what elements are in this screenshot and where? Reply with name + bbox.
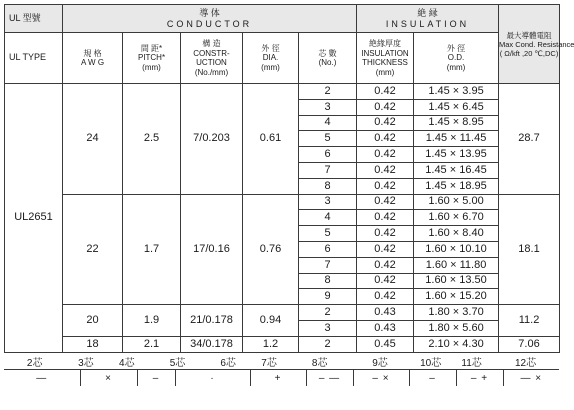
- dia-cell: 0.61: [243, 84, 299, 195]
- cores-cell: 4: [299, 115, 357, 131]
- od-cell: 1.60 × 5.00: [414, 194, 499, 210]
- insulation-thickness-cell: 0.42: [357, 99, 414, 115]
- od-cell: 1.80 × 5.60: [414, 320, 499, 336]
- dia-cell: 0.94: [243, 305, 299, 337]
- insulation-thickness-cell: 0.42: [357, 178, 414, 194]
- legend-core-label: 12芯: [492, 353, 559, 370]
- legend-core-label: 3芯: [65, 353, 106, 370]
- resistance-cell: 18.1: [499, 194, 560, 305]
- insulation-thickness-cell: 0.42: [357, 289, 414, 305]
- pitch-cell: 1.9: [123, 305, 181, 337]
- cores-cell: 4: [299, 210, 357, 226]
- cores-cell: 8: [299, 178, 357, 194]
- cores-cell: 9: [299, 289, 357, 305]
- insulation-thickness-cell: 0.42: [357, 162, 414, 178]
- legend-line-symbol: – —: [306, 370, 353, 386]
- cores-cell: 6: [299, 147, 357, 163]
- insulation-thickness-cell: 0.42: [357, 210, 414, 226]
- insulation-thickness-header-en1: INSULATION: [361, 48, 409, 58]
- legend-line-symbol: ×: [80, 370, 137, 386]
- legend-core-label: 5芯: [147, 353, 207, 370]
- legend-line-symbol: – +: [456, 370, 503, 386]
- od-cell: 1.45 × 16.45: [414, 162, 499, 178]
- cores-cell: 7: [299, 257, 357, 273]
- cores-cell: 3: [299, 320, 357, 336]
- ul-type-zh-header: UL 型號: [5, 5, 63, 33]
- legend-core-label: 8芯: [290, 353, 350, 370]
- dia-header-unit: (mm): [261, 62, 280, 72]
- legend-symbols-table: [4, 370, 559, 386]
- od-header-en: O.D.: [447, 53, 465, 63]
- od-cell: 1.60 × 10.10: [414, 241, 499, 257]
- pitch-header: [123, 33, 181, 84]
- construction-header: [181, 33, 243, 84]
- construction-header-en2: UCTION: [196, 58, 227, 67]
- construction-header-unit: (No./mm): [194, 67, 229, 77]
- resistance-cell: 28.7: [499, 84, 560, 195]
- size-header-en: A W G: [80, 58, 105, 67]
- size-header: [63, 33, 123, 84]
- insulation-thickness-cell: 0.42: [357, 147, 414, 163]
- awg-cell: 18: [63, 336, 123, 352]
- od-cell: 1.45 × 3.95: [414, 84, 499, 100]
- table-row: [5, 336, 560, 352]
- legend-line-symbol: — ×: [503, 370, 559, 386]
- pitch-cell: 2.1: [123, 336, 181, 352]
- table-row: [5, 84, 560, 100]
- pitch-cell: 2.5: [123, 84, 181, 195]
- od-cell: 1.45 × 8.95: [414, 115, 499, 131]
- construction-cell: 34/0.178: [181, 336, 243, 352]
- insulation-thickness-cell: 0.42: [357, 241, 414, 257]
- cores-cell: 5: [299, 131, 357, 147]
- od-cell: 1.60 × 6.70: [414, 210, 499, 226]
- construction-cell: 17/0.16: [181, 194, 243, 305]
- insulation-header-en: INSULATION: [385, 18, 470, 29]
- od-cell: 1.45 × 18.95: [414, 178, 499, 194]
- legend-line-symbol: —: [36, 372, 48, 384]
- od-cell: 2.10 × 4.30: [414, 336, 499, 352]
- max-resistance-header-zh: 最大導體電阻: [506, 30, 552, 40]
- ul-type-cell: UL2651: [5, 84, 63, 353]
- legend-core-label: 4芯: [106, 353, 147, 370]
- cores-cell: 7: [299, 162, 357, 178]
- legend-core-label: 2芯: [4, 353, 65, 370]
- insulation-thickness-cell: 0.42: [357, 84, 414, 100]
- resistance-cell: 11.2: [499, 305, 560, 337]
- od-cell: 1.60 × 8.40: [414, 226, 499, 242]
- od-header: [414, 33, 499, 84]
- insulation-thickness-cell: 0.42: [357, 257, 414, 273]
- insulation-thickness-cell: 0.42: [357, 115, 414, 131]
- cores-header-zh: 芯 數: [318, 48, 337, 58]
- legend-line-symbol: +: [250, 370, 306, 386]
- insulation-thickness-header: [357, 33, 414, 84]
- cores-cell: 3: [299, 99, 357, 115]
- pitch-cell: 1.7: [123, 194, 181, 305]
- legend-line-symbol: –: [137, 370, 175, 386]
- construction-cell: 21/0.178: [181, 305, 243, 337]
- insulation-thickness-header-zh: 絶緣厚度: [369, 39, 402, 48]
- insulation-thickness-cell: 0.45: [357, 336, 414, 352]
- awg-cell: 22: [63, 194, 123, 305]
- cores-cell: 2: [299, 305, 357, 321]
- max-resistance-header: [499, 5, 574, 84]
- header-row-top: [5, 5, 560, 33]
- header-row-sub: [5, 33, 560, 84]
- awg-cell: 24: [63, 84, 123, 195]
- spec-sheet: [4, 4, 574, 353]
- legend-core-label: 11芯: [451, 353, 492, 370]
- insulation-header: [357, 5, 499, 33]
- max-resistance-header-unit: ( Ω/kft ,20 ℃,DC): [499, 48, 559, 58]
- resistance-cell: 7.06: [499, 336, 560, 352]
- od-header-unit: (mm): [446, 62, 466, 72]
- pitch-header-zh: 間 距*: [140, 43, 163, 53]
- dia-cell: 1.2: [243, 336, 299, 352]
- conductor-header-zh: 導 体: [199, 7, 220, 18]
- insulation-thickness-cell: 0.42: [357, 273, 414, 289]
- insulation-thickness-cell: 0.42: [357, 131, 414, 147]
- od-header-zh: 外 徑: [446, 43, 466, 53]
- legend-line-symbol: –: [409, 370, 456, 386]
- pitch-header-en: PITCH*: [137, 53, 166, 63]
- od-cell: 1.60 × 11.80: [414, 257, 499, 273]
- cable-spec-table: [4, 4, 574, 353]
- ul-type-en-header: UL TYPE: [5, 33, 63, 84]
- cores-header-en: (No.): [318, 58, 337, 67]
- od-cell: 1.60 × 13.50: [414, 273, 499, 289]
- insulation-thickness-header-unit: (mm): [375, 67, 395, 77]
- insulation-thickness-header-en2: THICKNESS: [362, 58, 408, 67]
- dia-header-zh: 外 徑: [261, 43, 280, 53]
- pitch-header-unit: (mm): [142, 62, 161, 72]
- construction-cell: 7/0.203: [181, 84, 243, 195]
- legend-core-label: 10芯: [410, 353, 451, 370]
- legend-symbols-row: [4, 370, 559, 386]
- construction-header-zh: 構 造: [202, 39, 221, 48]
- od-cell: 1.80 × 3.70: [414, 305, 499, 321]
- dia-header: [243, 33, 299, 84]
- cores-header: [299, 33, 357, 84]
- legend-line-symbol: ·: [175, 370, 250, 386]
- conductor-header: [63, 5, 357, 33]
- table-row: [5, 194, 560, 210]
- insulation-thickness-cell: 0.42: [357, 194, 414, 210]
- legend-line-symbol: – ×: [353, 370, 409, 386]
- cores-cell: 6: [299, 241, 357, 257]
- insulation-thickness-cell: 0.42: [357, 226, 414, 242]
- core-count-legend: [4, 353, 559, 386]
- awg-cell: 20: [63, 305, 123, 337]
- table-row: [5, 305, 560, 321]
- cores-cell: 2: [299, 84, 357, 100]
- insulation-thickness-cell: 0.43: [357, 305, 414, 321]
- od-cell: 1.45 × 11.45: [414, 131, 499, 147]
- legend-core-label: 9芯: [350, 353, 410, 370]
- construction-header-en1: CONSTR-: [193, 48, 230, 58]
- od-cell: 1.60 × 15.20: [414, 289, 499, 305]
- max-resistance-header-en: Max Cond. Resistance: [499, 39, 574, 49]
- cores-cell: 5: [299, 226, 357, 242]
- od-cell: 1.45 × 6.45: [414, 99, 499, 115]
- conductor-header-en: CONDUCTOR: [166, 18, 253, 29]
- od-cell: 1.45 × 13.95: [414, 147, 499, 163]
- legend-names-row: [4, 353, 559, 370]
- cores-cell: 8: [299, 273, 357, 289]
- legend-core-label: 7芯: [249, 353, 290, 370]
- insulation-header-zh: 絶 縁: [417, 7, 438, 18]
- dia-header-en: DIA.: [262, 53, 279, 63]
- cores-cell: 2: [299, 336, 357, 352]
- cores-cell: 3: [299, 194, 357, 210]
- size-header-zh: 規 格: [83, 48, 102, 58]
- dia-cell: 0.76: [243, 194, 299, 305]
- insulation-thickness-cell: 0.43: [357, 320, 414, 336]
- legend-table: [4, 353, 559, 370]
- legend-core-label: 6芯: [208, 353, 249, 370]
